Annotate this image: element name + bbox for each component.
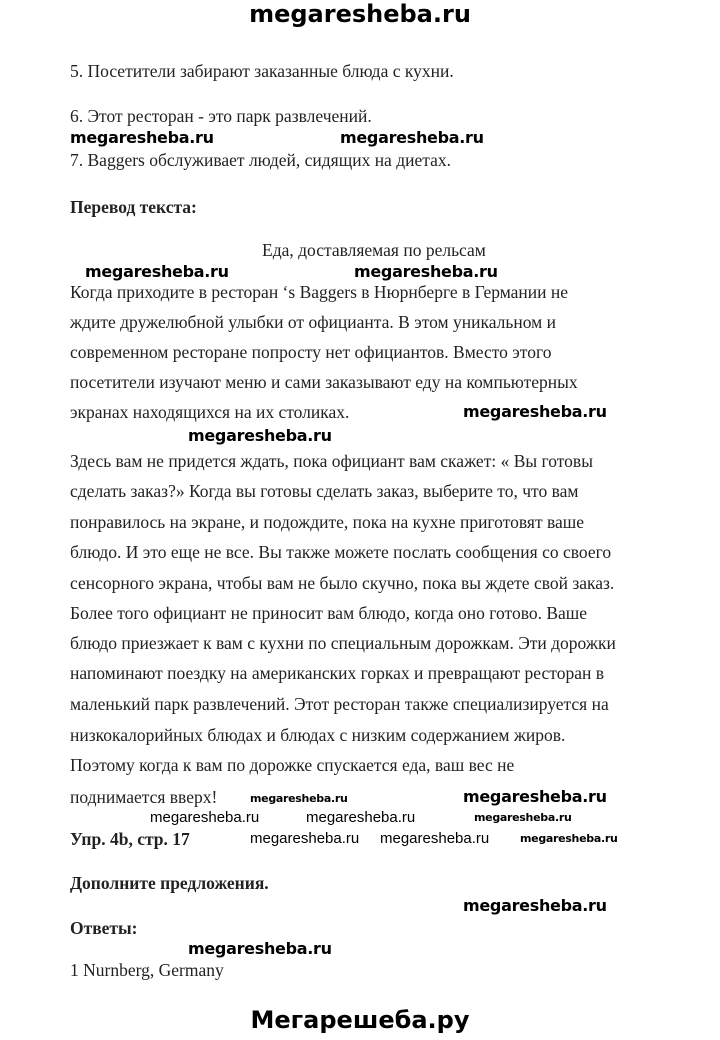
item-7: 7. Baggers обслуживает людей, сидящих на диетах.	[70, 150, 451, 170]
watermark: megaresheba.ru	[340, 128, 484, 147]
p2-line: сенсорного экрана, чтобы вам не было скучно, пока вы ждете свой заказ.	[70, 573, 615, 593]
watermark: megaresheba.ru	[306, 809, 416, 826]
p2-line: напоминают поездку на американских горках и превращают ресторан в	[70, 663, 604, 683]
watermark: megaresheba.ru	[463, 787, 607, 806]
answers-label: Ответы:	[70, 918, 138, 938]
item-6: 6. Этот ресторан - это парк развлечений.	[70, 106, 372, 126]
p2-line: понравилось на экране, и подождите, пока на кухне приготовят ваше	[70, 512, 585, 532]
watermark: megaresheba.ru	[380, 830, 490, 847]
p2-line: блюдо. И это еще не все. Вы также можете послать сообщения со своего	[70, 542, 612, 562]
p2-line: Здесь вам не придется ждать, пока официант вам скажет: « Вы готовы	[70, 451, 593, 471]
site-footer: Мегарешеба.ру	[250, 1006, 470, 1034]
watermark: megaresheba.ru	[150, 809, 260, 826]
p1-line: ждите дружелюбной улыбки от официанта. В этом уникальном и	[70, 312, 556, 332]
text-title: Еда, доставляемая по рельсам	[262, 240, 486, 260]
item-5: 5. Посетители забирают заказанные блюда с кухни.	[70, 61, 454, 81]
watermark: megaresheba.ru	[85, 262, 229, 281]
translation-heading: Перевод текста:	[70, 197, 197, 217]
watermark: megaresheba.ru	[250, 792, 348, 805]
p2-line: Более того официант не приносит вам блюдо, когда оно готово. Ваше	[70, 603, 588, 623]
p2-line: поднимается вверх!	[70, 787, 218, 807]
watermark: megaresheba.ru	[463, 402, 607, 421]
p2-line: сделать заказ?» Когда вы готовы сделать заказ, выберите то, что вам	[70, 481, 579, 501]
exercise-heading: Упр. 4b, стр. 17	[70, 829, 190, 849]
p2-line: блюдо приезжает к вам с кухни по специальным дорожкам. Эти дорожки	[70, 633, 616, 653]
watermark: megaresheba.ru	[474, 811, 572, 824]
site-header: megaresheba.ru	[249, 0, 471, 28]
p2-line: низкокалорийных блюдах и блюдах с низким содержанием жиров.	[70, 725, 566, 745]
p2-line: маленький парк развлечений. Этот ресторан также специализируется на	[70, 694, 609, 714]
watermark: megaresheba.ru	[188, 939, 332, 958]
watermark: megaresheba.ru	[354, 262, 498, 281]
answer-1: 1 Nurnberg, Germany	[70, 960, 224, 980]
p1-line: современном ресторане попросту нет официантов. Вместо этого	[70, 342, 552, 362]
watermark: megaresheba.ru	[250, 830, 360, 847]
p1-line: посетители изучают меню и сами заказывают еду на компьютерных	[70, 372, 578, 392]
watermark: megaresheba.ru	[463, 896, 607, 915]
watermark: megaresheba.ru	[188, 426, 332, 445]
task-heading: Дополните предложения.	[70, 873, 269, 893]
p2-line: Поэтому когда к вам по дорожке спускается еда, ваш вес не	[70, 755, 515, 775]
p1-line: Когда приходите в ресторан ‘s Baggers в Нюрнберге в Германии не	[70, 282, 569, 302]
watermark: megaresheba.ru	[70, 128, 214, 147]
watermark: megaresheba.ru	[520, 832, 618, 845]
p1-line: экранах находящихся на их столиках.	[70, 402, 350, 422]
